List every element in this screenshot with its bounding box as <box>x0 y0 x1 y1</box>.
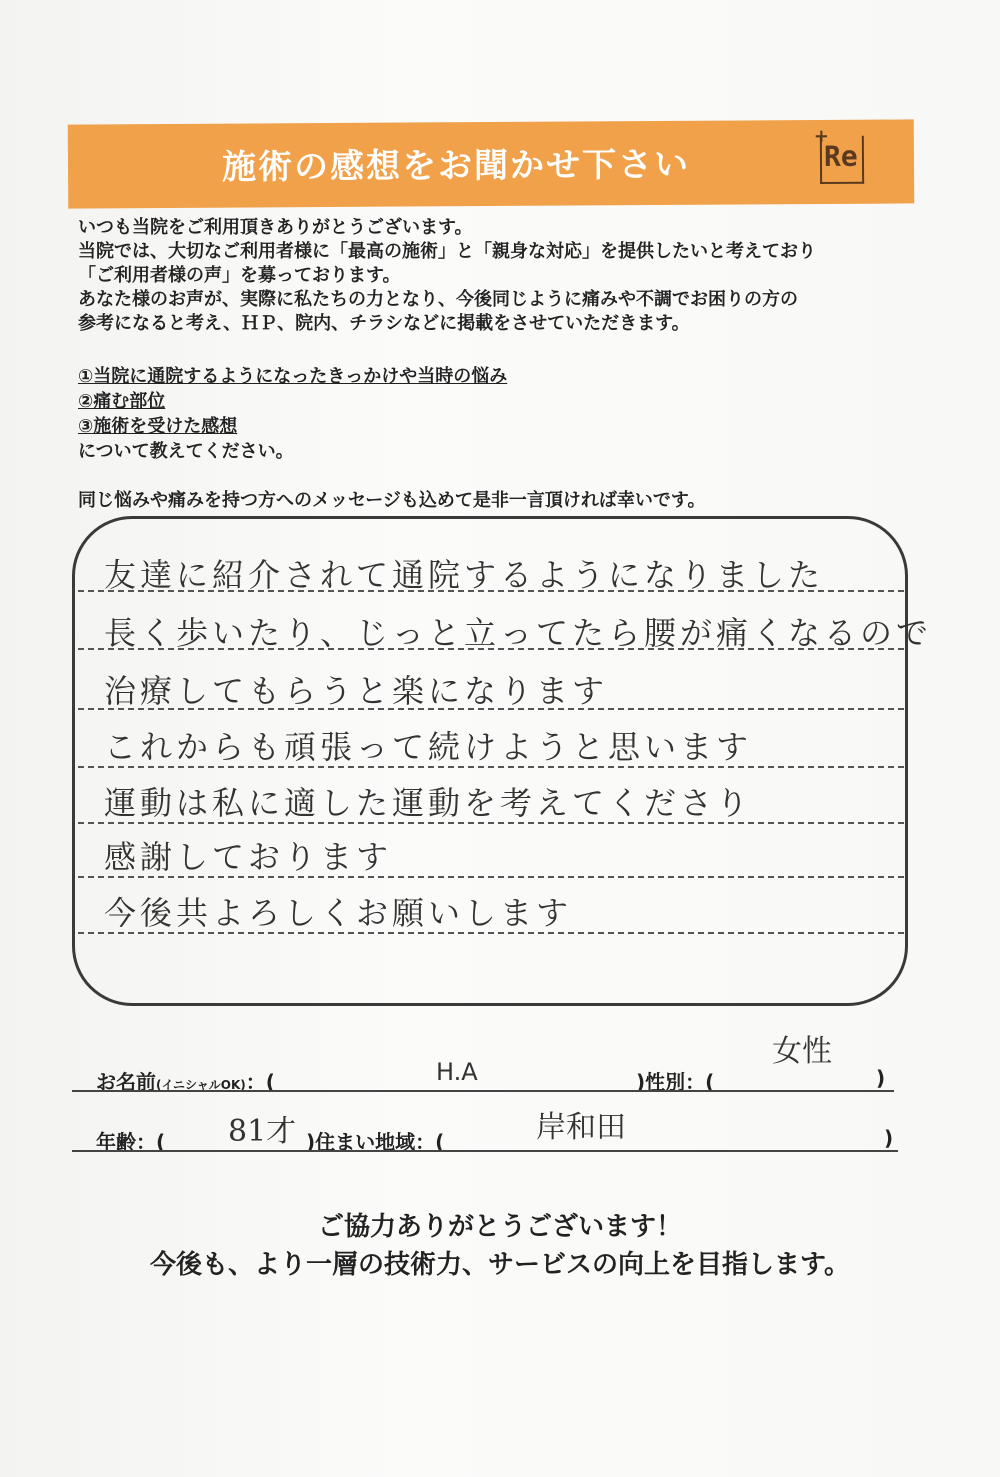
intro-line: いつも当院をご利用頂きありがとうございます。 <box>78 217 473 238</box>
thanks-line: 今後も、より一層の技術力、サービスの向上を目指します。 <box>150 1250 850 1280</box>
handwritten-line: 運動は私に適した運動を考えてくださり <box>104 784 753 822</box>
close-paren: ) <box>876 1066 886 1090</box>
handwritten-line: 今後共よろしくお願いします <box>104 894 573 932</box>
intro-text <box>78 216 938 336</box>
header-banner <box>68 119 914 208</box>
open-paren: ( <box>705 1070 715 1094</box>
thanks-line: ご協力ありがとうございます！ <box>317 1212 682 1242</box>
question-item: ①当院に通院するようになったきっかけや当時の悩み <box>78 366 508 387</box>
colon: ： <box>245 1070 266 1094</box>
underline <box>72 1150 898 1152</box>
handwritten-line: 感謝しております <box>104 838 393 876</box>
logo-plus-icon: + <box>813 125 829 148</box>
intro-line: 「ご利用者様の声」を募っております。 <box>78 265 401 286</box>
area-label: 住まい地域： <box>315 1130 436 1154</box>
name-value: H.A <box>436 1058 478 1086</box>
handwritten-line: 長く歩いたり、じっと立ってたら腰が痛くなるので <box>104 614 933 652</box>
logo-text: Re <box>823 139 858 173</box>
close-paren: ) <box>636 1070 646 1094</box>
message-note: 同じ悩みや痛みを持つ方へのメッセージも込めて是非一言頂ければ幸いです。 <box>78 490 706 511</box>
gender-label: 性別： <box>645 1070 706 1094</box>
intro-line: 当院では、大切なご利用者様に「最高の施術」と「親身な対応」を提供したいと考えており <box>78 241 816 262</box>
open-paren: ( <box>156 1130 166 1154</box>
question-tail: について教えてください。 <box>78 441 294 462</box>
question-item: ②痛む部位 <box>78 391 166 412</box>
question-item: ③施術を受けた感想 <box>78 416 238 437</box>
intro-line: あなた様のお声が、実際に私たちの力となり、今後同じように痛みや不調でお困りの方の <box>78 289 798 310</box>
open-paren: ( <box>265 1070 275 1094</box>
gender-value: 女性 <box>772 1034 832 1069</box>
area-value: 岸和田 <box>536 1110 626 1145</box>
intro-line: 参考になると考え、ＨＰ、院内、チラシなどに掲載をさせていただきます。 <box>78 313 690 334</box>
close-paren: ) <box>306 1130 316 1154</box>
re-logo <box>813 125 864 184</box>
open-paren: ( <box>435 1130 445 1154</box>
age-value: 81才 <box>228 1114 297 1149</box>
underline <box>72 1090 894 1092</box>
name-label: お名前 <box>96 1070 156 1094</box>
handwritten-line: 治療してもらうと楽になります <box>104 672 609 710</box>
handwritten-line: これからも頑張って続けようと思います <box>104 728 753 766</box>
handwritten-line: 友達に紹介されて通院するようになりました <box>104 556 825 594</box>
question-list <box>78 364 507 464</box>
close-paren: ) <box>884 1126 894 1150</box>
age-label: 年齢： <box>96 1130 156 1154</box>
name-hint: (イニシャルOK) <box>156 1078 246 1092</box>
page-title: 施術の感想をお聞かせ下さい <box>221 144 691 188</box>
